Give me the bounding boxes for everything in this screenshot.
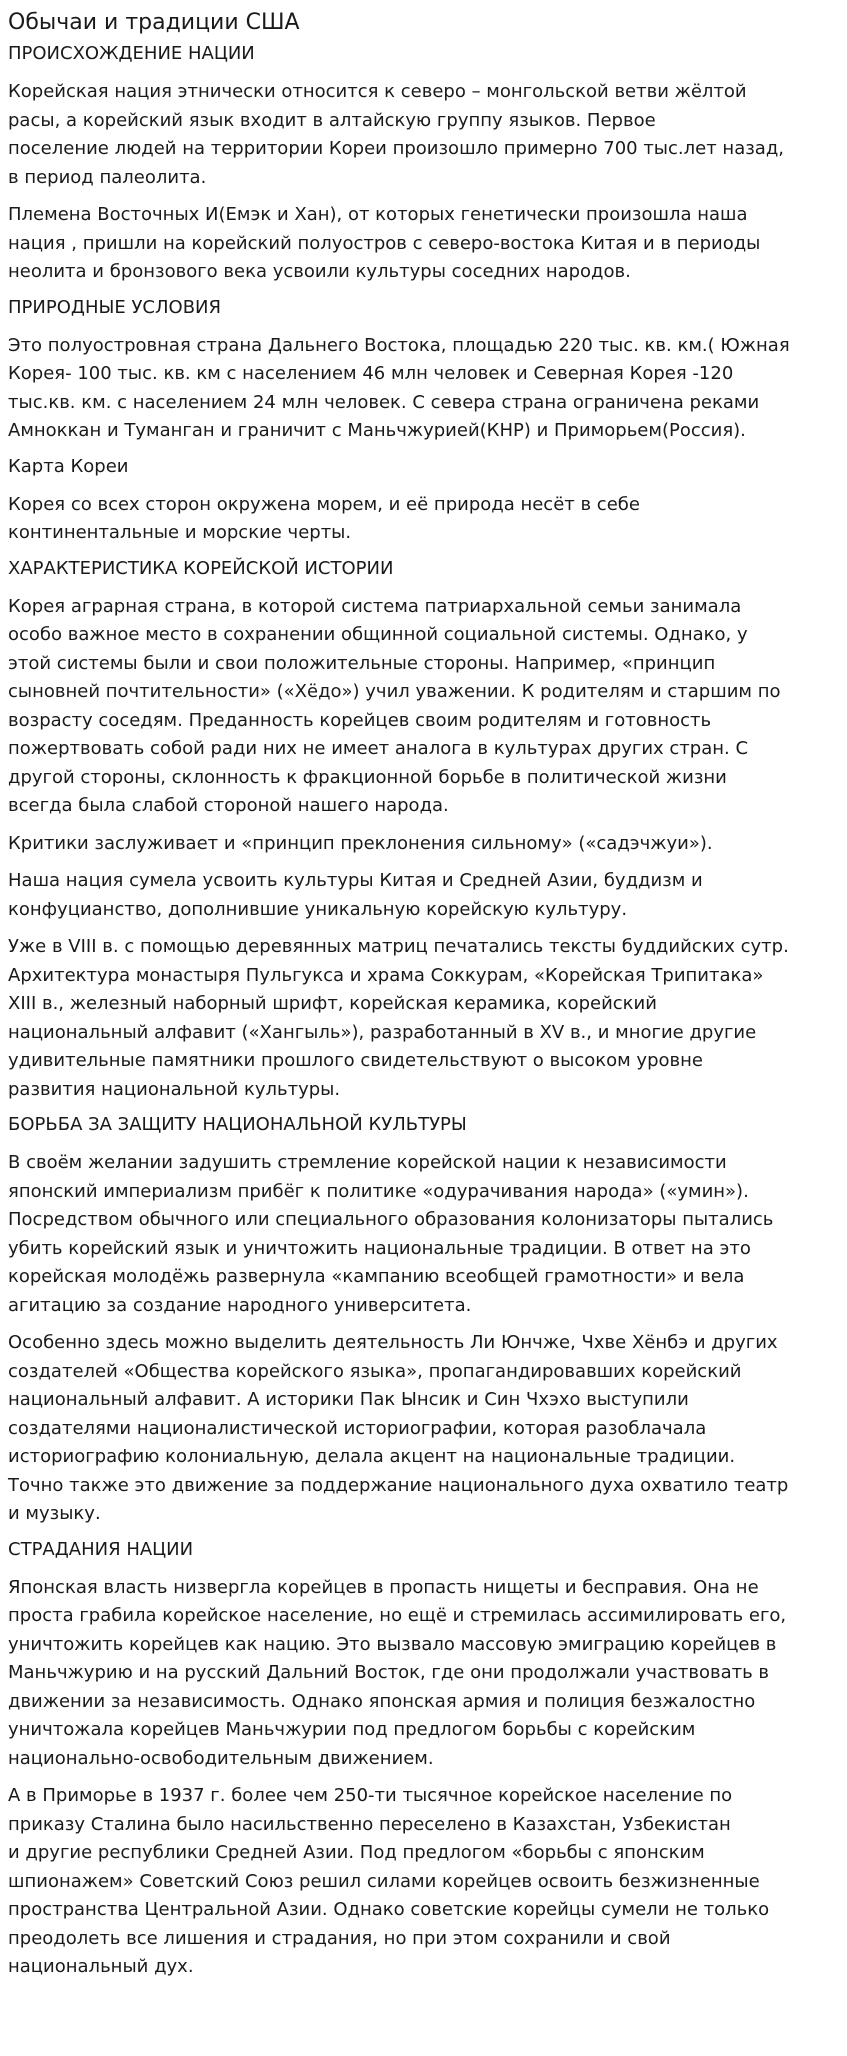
paragraph: А в Приморье в 1937 г. более чем 250-ти тысячное корейское население по приказу Сталина было насильственно переселено в Казахстан, Узбекистан и другие республики Средней Азии. Под предлогом «борьбы с японским шпионажем» Советский Союз решил силами корейцев освоить безжизненные пространства Центральной Азии. Однако советские корейцы сумели не только преодолеть все лишения и страдания, но при этом сохранили и свой национальный дух. xyxy=(8,1785,770,1977)
section-heading-origin: ПРОИСХОЖДЕНИЕ НАЦИИ xyxy=(8,43,255,64)
section-history xyxy=(8,557,839,1105)
paragraph: Наша нация сумела усвоить культуры Китая и Средней Азии, буддизм и конфуцианство, дополнившие уникальную корейскую культуру. xyxy=(8,870,703,920)
section-struggle xyxy=(8,1113,839,1529)
paragraph: Это полуостровная страна Дальнего Востока, площадью 220 тыс. кв. км.( Южная Корея- 100 тыс. кв. км с населением 46 млн человек и Северная Корея -120 тыс.кв. км. с населением 24 млн человек. С севера страна ограничена реками Амноккан и Туманган и граничит с Маньчжурией(КНР) и Приморьем(Россия). xyxy=(8,334,790,441)
section-heading-struggle: БОРЬБА ЗА ЗАЩИТУ НАЦИОНАЛЬНОЙ КУЛЬТУРЫ xyxy=(8,1114,467,1135)
paragraph: В своём желании задушить стремление корейской нации к независимости японский империализм прибёг к политике «одурачивания народа» («умин»). Посредством обычного или специального образования колонизаторы пытались убить корейский язык и уничтожить национальные традиции. В ответ на это корейская молодёжь развернула «кампанию всеобщей грамотности» и вела агитацию за создание народного университета. xyxy=(8,1152,774,1316)
section-heading-history: ХАРАКТЕРИСТИКА КОРЕЙСКОЙ ИСТОРИИ xyxy=(8,557,394,579)
paragraph: Корея аграрная страна, в которой система патриархальной семьи занимала особо важное место в сохранении общинной социальной системы. Однако, у этой системы были и свои положительные стороны. Например, «принцип сыновней почтительности» («Хёдо») учил уважении. К родителям и старшим по возрасту соседям. Преданность корейцев своим родителям и готовность пожертвовать собой ради них не имеет аналога в культурах других стран. С другой стороны, склонность к фракционной борьбе в политической жизни всегда была слабой стороной нашего народа. xyxy=(8,595,781,816)
section-nature xyxy=(8,296,839,548)
section-suffering xyxy=(8,1538,839,1982)
paragraph: Уже в VIII в. с помощью деревянных матриц печатались тексты буддийских сутр. Архитектура монастыря Пульгукса и храма Соккурам, «Корейская Трипитака» XIII в., железный наборный шрифт, корейская керамика, корейский национальный алфавит («Хангыль»), разработанный в XV в., и многие другие удивительные памятники прошлого свидетельствуют о высоком уровне развития национальной культуры. xyxy=(8,936,789,1100)
section-heading-nature: ПРИРОДНЫЕ УСЛОВИЯ xyxy=(8,296,222,318)
section-heading-suffering: СТРАДАНИЯ НАЦИИ xyxy=(8,1538,194,1560)
paragraph: Корея со всех сторон окружена морем, и её природа несёт в себе континентальные и морские черты. xyxy=(8,493,640,543)
paragraph: Японская власть низвергла корейцев в пропасть нищеты и бесправия. Она не проста грабила корейское население, но ещё и стремилась ассимилировать его, уничтожить корейцев как нацию. Это вызвало массовую эмиграцию корейцев в Маньчжурию и на русский Дальний Восток, где они продолжали участвовать в движении за независимость. Однако японская армия и полиция безжалостно уничтожала корейцев Маньчжурии под предлогом борьбы с корейским национально-освободительным движением. xyxy=(8,1576,787,1769)
section-origin xyxy=(8,42,839,287)
paragraph: Особенно здесь можно выделить деятельность Ли Юнчже, Чхве Хёнбэ и других создателей «Общества корейского языка», пропагандировавших корейский национальный алфавит. А историки Пак Ынсик и Син Чхэхо выступили создателями националистической историографии, которая разоблачала историографию колониальную, делала акцент на национальные традиции. Точно также это движение за поддержание национального духа охватило театр и музыку. xyxy=(8,1332,789,1524)
page-title: Обычаи и традиции США xyxy=(8,10,300,35)
paragraph: Племена Восточных И(Емэк и Хан), от которых генетически произошла наша нация , пришли на корейский полуостров с северо-востока Китая и в периоды неолита и бронзового века усвоили культуры соседних народов. xyxy=(8,204,761,282)
paragraph: Корейская нация этнически относится к северо – монгольской ветви жёлтой расы, а корейский язык входит в алтайскую группу языков. Первое поселение людей на территории Кореи произошло примерно 700 тыс.лет назад, в период палеолита. xyxy=(8,81,784,188)
paragraph: Критики заслуживает и «принцип преклонения сильному» («садэчжуи»). xyxy=(8,832,713,854)
map-caption: Карта Кореи xyxy=(8,455,129,477)
